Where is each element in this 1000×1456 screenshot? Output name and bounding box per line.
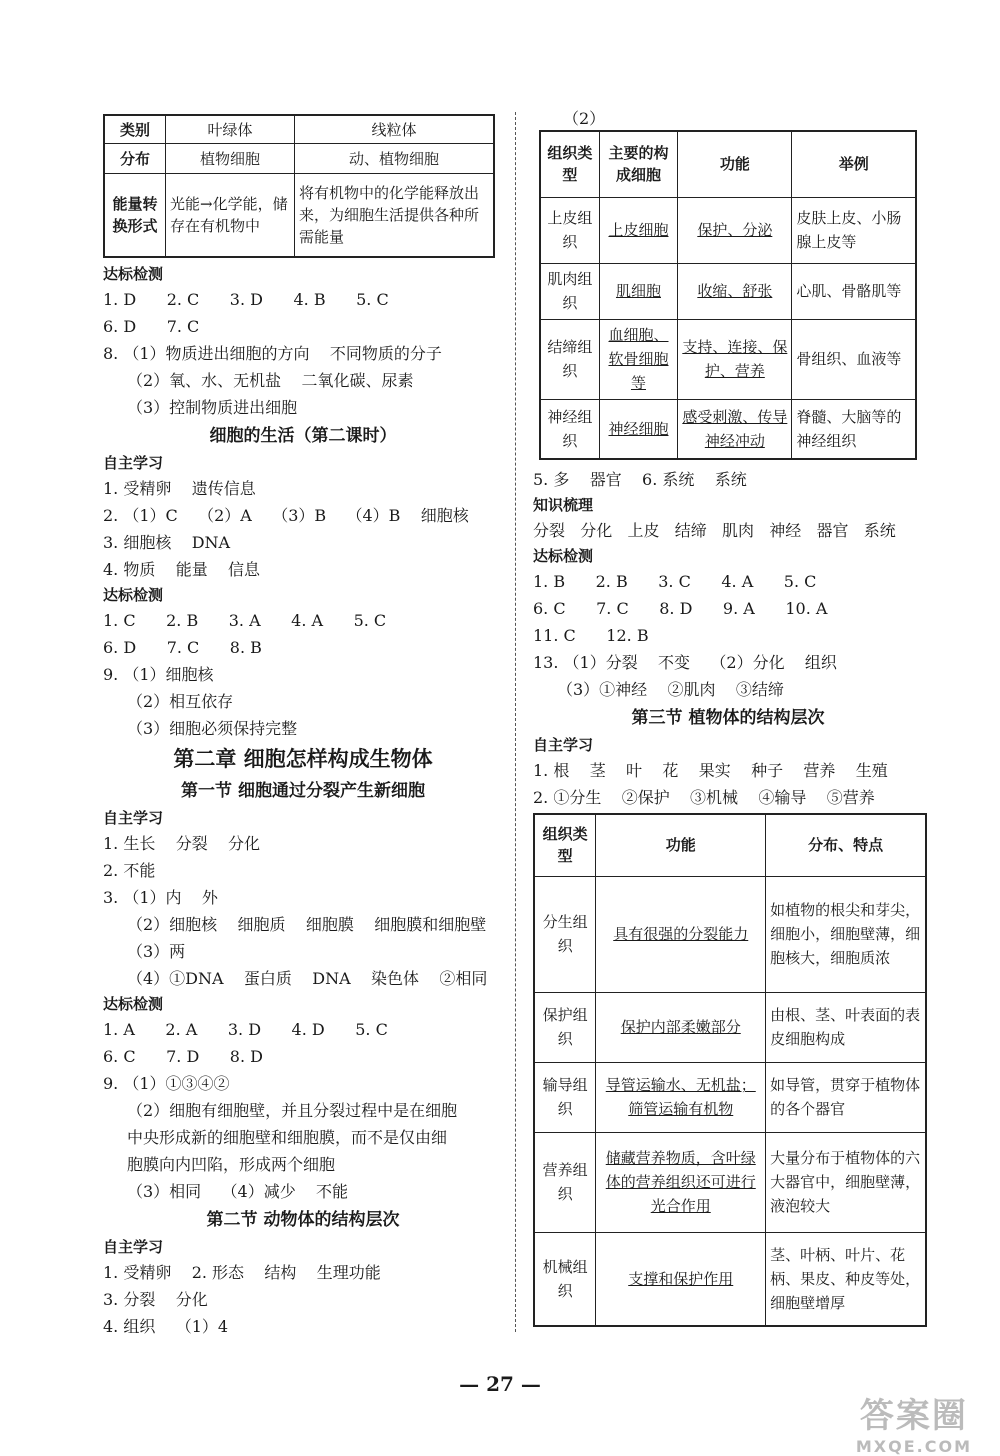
animal-tissue-table (539, 130, 917, 460)
table-cell: 皮肤上皮、小肠腺上皮等 (792, 197, 916, 263)
answer-line: 1. B 2. B 3. C 4. A 5. C (533, 572, 817, 591)
answer-line: 9. （1）①③④② (103, 1074, 230, 1093)
right-answer-lines (533, 466, 923, 811)
row-label: 机械组织 (534, 1232, 596, 1326)
watermark-url: MXQE.COM (855, 1437, 972, 1456)
section-heading: 自主学习 (533, 736, 594, 754)
table-header: 分布、特点 (766, 814, 926, 876)
table-cell: 收缩、舒张 (678, 263, 792, 319)
table-header: 组织类型 (540, 131, 599, 197)
answer-line: 3. 细胞核 DNA (103, 533, 231, 552)
table-cell: 导管运输水、无机盐；筛管运输有机物 (596, 1062, 766, 1132)
answer-line: 11. C 12. B (533, 626, 649, 645)
answer-line: 3. （1）内 外 (103, 888, 218, 907)
answer-line: 分裂 分化 上皮 结缔 肌肉 神经 器官 系统 (533, 521, 896, 540)
answer-line: 2. 不能 (103, 861, 156, 880)
table-header: 线粒体 (295, 115, 495, 143)
table-cell: 血细胞、软骨细胞等 (599, 319, 677, 399)
table-cell: 感受刺激、传导神经冲动 (678, 399, 792, 459)
left-column (103, 100, 503, 1340)
answer-line: 9. （1）细胞核 (103, 665, 214, 684)
right-column (533, 100, 923, 1327)
table-cell: 肌细胞 (599, 263, 677, 319)
row-label: 能量转换形式 (104, 173, 166, 257)
answer-line: （3）两 (127, 942, 186, 961)
answer-line: （3）细胞必须保持完整 (127, 719, 298, 738)
answer-line: 6. D 7. C (103, 317, 200, 336)
row-label: 结缔组织 (540, 319, 599, 399)
answer-line: 2. （1）C （2）A （3）B （4）B 细胞核 (103, 506, 469, 525)
left-answer-lines (103, 262, 503, 1340)
answer-line: （2）细胞核 细胞质 细胞膜 细胞膜和细胞壁 (127, 915, 487, 934)
row-label: 上皮组织 (540, 197, 599, 263)
table-cell: 大量分布于植物体的六大器官中，细胞壁薄，液泡较大 (766, 1132, 926, 1232)
answer-line: （4）①DNA 蛋白质 DNA 染色体 ②相同 (127, 969, 488, 988)
section-heading: 自主学习 (103, 1238, 164, 1256)
answer-line: 13. （1）分裂 不变 （2）分化 组织 (533, 653, 837, 672)
table-cell: 骨组织、血液等 (792, 319, 916, 399)
row-label: 营养组织 (534, 1132, 596, 1232)
table-row (540, 263, 916, 319)
row-label: 保护组织 (534, 992, 596, 1062)
column-divider (515, 112, 516, 1332)
table-cell: 支撑和保护作用 (596, 1232, 766, 1326)
table-row (540, 399, 916, 459)
answer-line: 2. ①分生 ②保护 ③机械 ④输导 ⑤营养 (533, 788, 875, 807)
table-cell: 如植物的根尖和芽尖，细胞小，细胞壁薄，细胞核大，细胞质浓 (766, 876, 926, 992)
table-cell: 神经细胞 (599, 399, 677, 459)
watermark (856, 1388, 972, 1456)
row-label: 神经组织 (540, 399, 599, 459)
answer-line: 1. 受精卵 2. 形态 结构 生理功能 (103, 1263, 381, 1282)
answer-line: 1. A 2. A 3. D 4. D 5. C (103, 1020, 388, 1039)
table-row (534, 992, 926, 1062)
answer-line: 6. D 7. C 8. B (103, 638, 262, 657)
table-row (534, 876, 926, 992)
table-row (540, 319, 916, 399)
plant-tissue-table (533, 813, 927, 1327)
answer-line: （3）①神经 ②肌肉 ③结缔 (557, 680, 784, 699)
table-header: 主要的构成细胞 (599, 131, 677, 197)
answer-line: （2）相互依存 (127, 692, 234, 711)
answer-line: 胞膜向内凹陷，形成两个细胞 (127, 1155, 336, 1174)
table-row (534, 1062, 926, 1132)
table-cell: 支持、连接、保护、营养 (678, 319, 792, 399)
answer-line: 1. C 2. B 3. A 4. A 5. C (103, 611, 387, 630)
section-heading: 达标检测 (103, 995, 164, 1013)
table-cell: 光能→化学能，储存在有机物中 (166, 173, 295, 257)
answer-line: 1. 根 茎 叶 花 果实 种子 营养 生殖 (533, 761, 888, 780)
section-heading: 自主学习 (103, 809, 164, 827)
answer-line: 4. 组织 （1）4 (103, 1317, 229, 1336)
page-number: — 27 — (459, 1372, 541, 1396)
table-header: 类别 (104, 115, 166, 143)
table-header: 功能 (596, 814, 766, 876)
answer-line: （3）控制物质进出细胞 (127, 398, 298, 417)
table-row (534, 1132, 926, 1232)
sub-question-label: （2） (563, 109, 606, 128)
answer-line: 1. 生长 分裂 分化 (103, 834, 261, 853)
table-cell: 上皮细胞 (599, 197, 677, 263)
table-cell: 储藏营养物质，含叶绿体的营养组织还可进行光合作用 (596, 1132, 766, 1232)
answer-line: 中央形成新的细胞壁和细胞膜，而不是仅由细 (127, 1128, 448, 1147)
section-title: 第二章 细胞怎样构成生物体 (173, 747, 433, 771)
table-cell: 将有机物中的化学能释放出来，为细胞生活提供各种所需能量 (295, 173, 495, 257)
answer-line: 1. D 2. C 3. D 4. B 5. C (103, 290, 389, 309)
row-label: 输导组织 (534, 1062, 596, 1132)
answer-line: 4. 物质 能量 信息 (103, 560, 261, 579)
table-row (540, 197, 916, 263)
section-heading: 达标检测 (533, 547, 594, 565)
row-label: 分生组织 (534, 876, 596, 992)
section-heading: 达标检测 (103, 265, 164, 283)
section-heading: 达标检测 (103, 586, 164, 604)
table-cell: 保护内部柔嫩部分 (596, 992, 766, 1062)
answer-line: 3. 分裂 分化 (103, 1290, 208, 1309)
table-cell: 心肌、骨骼肌等 (792, 263, 916, 319)
section-title: 第一节 细胞通过分裂产生新细胞 (181, 781, 425, 801)
row-label: 分布 (104, 143, 166, 173)
table-cell: 由根、茎、叶表面的表皮细胞构成 (766, 992, 926, 1062)
answer-line: （2）细胞有细胞壁，并且分裂过程中是在细胞 (127, 1101, 458, 1120)
section-title: 第三节 植物体的结构层次 (631, 708, 825, 728)
section-title: 第二节 动物体的结构层次 (206, 1210, 400, 1230)
table-cell: 保护、分泌 (678, 197, 792, 263)
table-cell: 茎、叶柄、叶片、花柄、果皮、种皮等处，细胞壁增厚 (766, 1232, 926, 1326)
table-cell: 动、植物细胞 (295, 143, 495, 173)
table-header: 组织类型 (534, 814, 596, 876)
answer-line: （3）相同 （4）减少 不能 (127, 1182, 349, 1201)
row-label: 肌肉组织 (540, 263, 599, 319)
answer-line: 5. 多 器官 6. 系统 系统 (533, 470, 747, 489)
table-cell: 具有很强的分裂能力 (596, 876, 766, 992)
answer-line: 8. （1）物质进出细胞的方向 不同物质的分子 (103, 344, 442, 363)
table-cell: 植物细胞 (166, 143, 295, 173)
answer-line: 1. 受精卵 遗传信息 (103, 479, 256, 498)
section-heading: 知识梳理 (533, 496, 594, 514)
table-row (534, 1232, 926, 1326)
table-header: 举例 (792, 131, 916, 197)
answer-line: （2）氧、水、无机盐 二氧化碳、尿素 (127, 371, 414, 390)
table-header: 叶绿体 (166, 115, 295, 143)
table-cell: 脊髓、大脑等的神经组织 (792, 399, 916, 459)
table-header: 功能 (678, 131, 792, 197)
answer-line: 6. C 7. D 8. D (103, 1047, 263, 1066)
organelle-table (103, 114, 495, 258)
table-cell: 如导管，贯穿于植物体的各个器官 (766, 1062, 926, 1132)
section-heading: 自主学习 (103, 454, 164, 472)
answer-line: 6. C 7. C 8. D 9. A 10. A (533, 599, 828, 618)
section-title: 细胞的生活（第二课时） (209, 426, 397, 446)
watermark-logo: 答案圈 (859, 1396, 968, 1436)
